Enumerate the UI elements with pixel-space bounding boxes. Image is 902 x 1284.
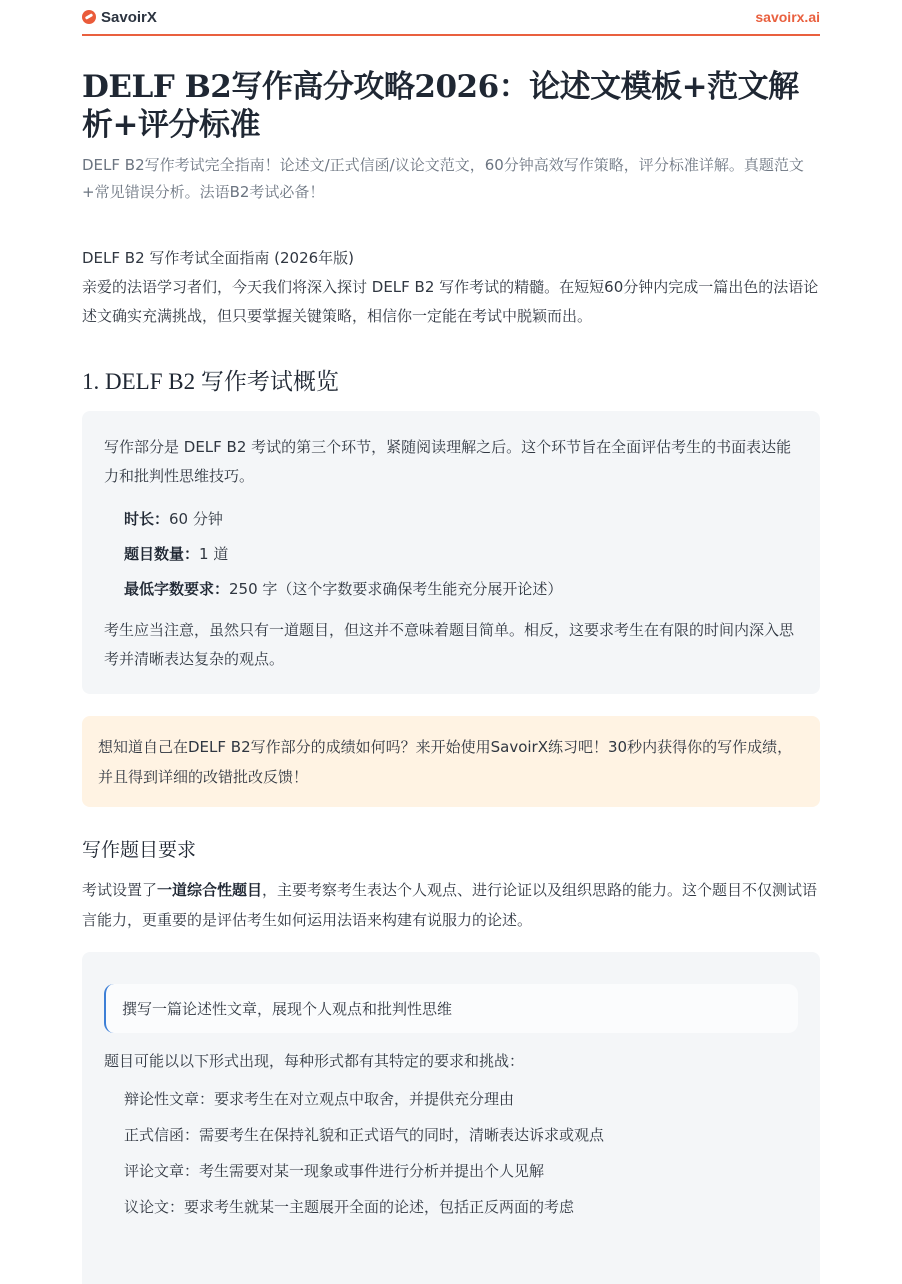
fact-label: 时长： — [124, 510, 170, 528]
fact-value: 1 道 — [199, 545, 229, 563]
fact-label: 最低字数要求： — [124, 580, 230, 598]
article-subtitle: DELF B2写作考试完全指南！论述文/正式信函/议论文范文，60分钟高效写作策略，评分标准详解。真题范文+常见错误分析。法语B2考试必备！ — [82, 156, 804, 201]
requirements-suffix: ，主要考察考生表达个人观点、进行论证以及组织思路的能力。这个题目不仅测试语言能力，更重要的是评估考生如何运用法语来构建有说服力的论述。 — [82, 881, 818, 929]
brand-name: SavoirX — [101, 8, 157, 26]
exam-facts-list — [124, 502, 798, 607]
fact-value: 250 字（这个字数要求确保考生能充分展开论述） — [229, 580, 563, 598]
page — [82, 0, 820, 1284]
forms-list — [124, 1081, 798, 1225]
fact-item-word-count — [124, 572, 798, 607]
forms-lead: 题目可能以以下形式出现，每种形式都有其特定的要求和挑战： — [104, 1052, 525, 1070]
brand-logo[interactable] — [82, 9, 157, 26]
task-quote: 撰写一篇论述性文章，展现个人观点和批判性思维 — [104, 984, 798, 1033]
form-item: 评论文章：考生需要对某一现象或事件进行分析并提出个人见解 — [124, 1162, 545, 1180]
overview-card — [82, 411, 820, 694]
site-link[interactable]: savoirx.ai — [755, 9, 820, 25]
article-title: DELF B2写作高分攻略2026：论述文模板+范文解析+评分标准 — [82, 69, 799, 143]
fact-label: 题目数量： — [124, 545, 200, 563]
form-item: 辩论性文章：要求考生在对立观点中取舍，并提供充分理由 — [124, 1090, 515, 1108]
section-heading-requirements: 写作题目要求 — [82, 839, 197, 861]
intro-paragraph: 亲爱的法语学习者们，今天我们将深入探讨 DELF B2 写作考试的精髓。在短短60分钟内完成一篇出色的法语论述文确实充满挑战，但只要掌握关键策略，相信你一定能在考试中脱颖而出。 — [82, 278, 819, 325]
fact-value: 60 分钟 — [169, 510, 223, 528]
form-item: 议论文：要求考生就某一主题展开全面的论述，包括正反两面的考虑 — [124, 1198, 575, 1216]
savoirx-logo-icon — [82, 10, 96, 24]
requirements-card — [82, 952, 820, 1284]
intro-heading: DELF B2 写作考试全面指南 (2026年版) — [82, 249, 355, 267]
cta-banner[interactable]: 想知道自己在DELF B2写作部分的成绩如何吗？来开始使用SavoirX练习吧！30秒内获得你的写作成绩，并且得到详细的改错批改反馈！ — [82, 716, 820, 807]
fact-item-duration — [124, 502, 798, 537]
form-item: 正式信函：需要考生在保持礼貌和正式语气的同时，清晰表达诉求或观点 — [124, 1126, 605, 1144]
overview-note: 考生应当注意，虽然只有一道题目，但这并不意味着题目简单。相反，这要求考生在有限的时间内深入思考并清晰表达复杂的观点。 — [104, 621, 795, 668]
section-heading-overview: 1. DELF B2 写作考试概览 — [82, 369, 339, 394]
fact-item-question-count — [124, 537, 798, 572]
requirements-prefix: 考试设置了 — [82, 881, 158, 899]
requirements-emphasis: 一道综合性题目 — [157, 881, 263, 899]
requirements-paragraph — [82, 875, 820, 935]
top-bar — [82, 0, 820, 36]
overview-paragraph: 写作部分是 DELF B2 考试的第三个环节，紧随阅读理解之后。这个环节旨在全面评估考生的书面表达能力和批判性思维技巧。 — [104, 438, 792, 485]
